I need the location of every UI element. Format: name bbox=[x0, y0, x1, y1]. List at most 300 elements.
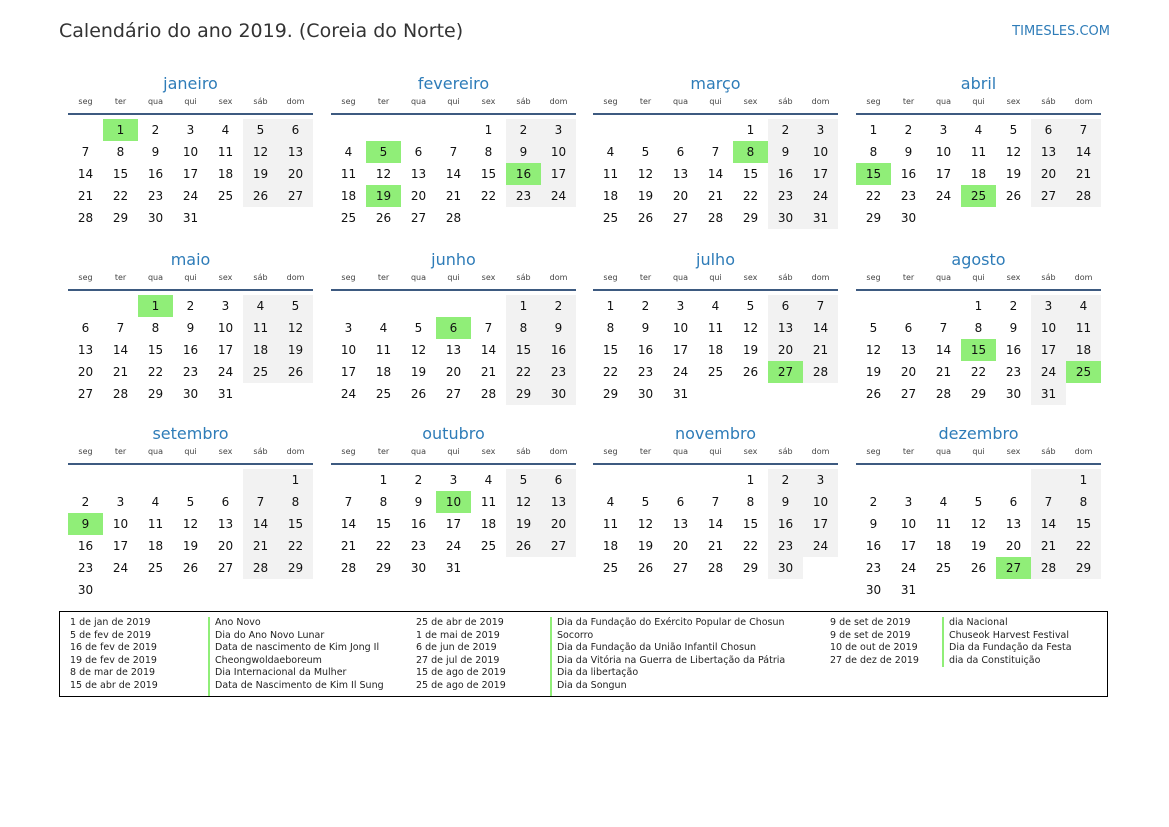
day-cell: 18 bbox=[375, 365, 392, 379]
day-blank bbox=[471, 295, 506, 317]
day-cell: 9 bbox=[506, 141, 541, 163]
day-cell: 14 bbox=[340, 517, 357, 531]
day-cell: 25 bbox=[340, 211, 357, 225]
month-title: dezembro bbox=[938, 424, 1019, 443]
day-cell: 13 bbox=[672, 517, 689, 531]
day-cell: 15 bbox=[278, 513, 313, 535]
day-cell: 15 bbox=[602, 343, 619, 357]
day-cell: 20 bbox=[77, 365, 94, 379]
day-cell: 3 bbox=[541, 119, 576, 141]
day-cell: 13 bbox=[410, 167, 427, 181]
weekday-label: qui bbox=[184, 273, 197, 282]
weekday-header bbox=[593, 95, 838, 113]
day-cell: 20 bbox=[1005, 539, 1022, 553]
day-cell: 22 bbox=[970, 365, 987, 379]
day-blank bbox=[628, 119, 663, 141]
day-cell: 31 bbox=[182, 211, 199, 225]
day-cell: 1 bbox=[484, 123, 493, 137]
day-cell: 30 bbox=[865, 583, 882, 597]
day-cell: 12 bbox=[410, 343, 427, 357]
day-cell: 7 bbox=[116, 321, 125, 335]
day-cell: 18 bbox=[480, 517, 497, 531]
day-cell: 2 bbox=[186, 299, 195, 313]
day-cell: 5 bbox=[869, 321, 878, 335]
day-cell: 1 bbox=[974, 299, 983, 313]
month-title: junho bbox=[431, 250, 476, 269]
day-cell: 26 bbox=[410, 387, 427, 401]
day-cell: 30 bbox=[768, 557, 803, 579]
day-cell: 22 bbox=[278, 535, 313, 557]
day-blank bbox=[366, 119, 401, 141]
day-cell: 24 bbox=[803, 185, 838, 207]
day-cell: 8 bbox=[869, 145, 878, 159]
legend-date: 8 de mar de 2019 bbox=[70, 667, 156, 679]
weekday-label: dom bbox=[286, 97, 305, 106]
day-cell: 4 bbox=[484, 473, 493, 487]
weekday-label: dom bbox=[1074, 273, 1093, 282]
day-cell: 4 bbox=[606, 145, 615, 159]
day-cell: 25 bbox=[217, 189, 234, 203]
day-cell: 7 bbox=[344, 495, 353, 509]
day-cell: 20 bbox=[410, 189, 427, 203]
day-cell: 29 bbox=[1066, 557, 1101, 579]
weekday-label: sáb bbox=[516, 273, 531, 282]
day-grid bbox=[593, 469, 838, 579]
day-cell: 23 bbox=[77, 561, 94, 575]
weekday-label: sáb bbox=[253, 97, 268, 106]
legend-holiday: Data de nascimento de Kim Jong Il bbox=[215, 642, 380, 654]
day-cell: 14 bbox=[935, 343, 952, 357]
day-cell: 19 bbox=[182, 539, 199, 553]
day-blank bbox=[436, 295, 471, 317]
day-cell: 17 bbox=[803, 513, 838, 535]
day-cell: 6 bbox=[541, 469, 576, 491]
day-cell: 4 bbox=[344, 145, 353, 159]
day-cell: 20 bbox=[672, 189, 689, 203]
weekday-header bbox=[68, 95, 313, 113]
day-cell: 4 bbox=[379, 321, 388, 335]
day-cell: 18 bbox=[707, 343, 724, 357]
weekday-label: sex bbox=[218, 97, 233, 106]
day-cell: 29 bbox=[112, 211, 129, 225]
legend-date: 9 de set de 2019 bbox=[830, 617, 911, 628]
weekday-label: sex bbox=[481, 97, 496, 106]
day-blank bbox=[401, 119, 436, 141]
day-grid bbox=[68, 119, 313, 229]
day-cell: 18 bbox=[602, 539, 619, 553]
legend-date: 27 de jul de 2019 bbox=[416, 654, 500, 666]
day-cell: 11 bbox=[707, 321, 724, 335]
day-cell: 4 bbox=[939, 495, 948, 509]
month-rule bbox=[856, 289, 1101, 291]
day-cell: 25 bbox=[935, 561, 952, 575]
day-cell: 11 bbox=[480, 495, 497, 509]
day-cell: 22 bbox=[112, 189, 129, 203]
day-cell: 16 bbox=[865, 539, 882, 553]
weekday-label: dom bbox=[1074, 97, 1093, 106]
day-blank bbox=[628, 469, 663, 491]
month-rule bbox=[68, 289, 313, 291]
day-cell: 3 bbox=[904, 495, 913, 509]
weekday-label: ter bbox=[639, 97, 652, 106]
month-title: outubro bbox=[422, 424, 485, 443]
weekday-label: ter bbox=[114, 447, 127, 456]
month-title: julho bbox=[696, 250, 735, 269]
weekday-label: qua bbox=[935, 273, 952, 282]
weekday-label: ter bbox=[377, 447, 390, 456]
day-cell: 18 bbox=[602, 189, 619, 203]
day-blank bbox=[103, 295, 138, 317]
day-cell: 12 bbox=[637, 517, 654, 531]
day-blank bbox=[663, 469, 698, 491]
month-title: março bbox=[690, 74, 741, 93]
day-cell: 29 bbox=[602, 387, 619, 401]
day-blank bbox=[436, 119, 471, 141]
legend-date: 25 de abr de 2019 bbox=[416, 617, 504, 628]
weekday-label: dom bbox=[549, 447, 568, 456]
day-cell: 30 bbox=[900, 211, 917, 225]
day-cell: 26 bbox=[278, 361, 313, 383]
day-cell: 31 bbox=[1031, 383, 1066, 405]
site-link[interactable]: TIMESLES.COM bbox=[1012, 24, 1110, 39]
day-cell-holiday: 15 bbox=[961, 339, 996, 361]
day-cell: 8 bbox=[506, 317, 541, 339]
day-cell: 27 bbox=[672, 211, 689, 225]
day-cell-holiday: 19 bbox=[366, 185, 401, 207]
day-cell: 16 bbox=[541, 339, 576, 361]
day-cell: 21 bbox=[340, 539, 357, 553]
month-title: setembro bbox=[152, 424, 229, 443]
day-cell: 24 bbox=[672, 365, 689, 379]
day-cell-holiday: 25 bbox=[961, 185, 996, 207]
day-blank bbox=[331, 295, 366, 317]
day-cell: 18 bbox=[243, 339, 278, 361]
day-cell: 28 bbox=[1031, 557, 1066, 579]
day-cell: 31 bbox=[900, 583, 917, 597]
day-cell: 27 bbox=[445, 387, 462, 401]
day-cell: 25 bbox=[375, 387, 392, 401]
weekday-label: dom bbox=[811, 273, 830, 282]
day-cell: 13 bbox=[217, 517, 234, 531]
day-cell: 10 bbox=[900, 517, 917, 531]
day-cell: 9 bbox=[151, 145, 160, 159]
legend-holiday: Dia da Fundação do Exército Popular de Chosun bbox=[557, 617, 785, 628]
day-cell: 24 bbox=[1031, 361, 1066, 383]
day-blank bbox=[593, 469, 628, 491]
month-novembro bbox=[593, 423, 838, 579]
day-cell-holiday: 8 bbox=[733, 141, 768, 163]
day-cell: 3 bbox=[1031, 295, 1066, 317]
day-cell: 25 bbox=[480, 539, 497, 553]
day-cell: 4 bbox=[243, 295, 278, 317]
weekday-label: dom bbox=[549, 273, 568, 282]
day-cell: 26 bbox=[182, 561, 199, 575]
legend-holiday: Dia Internacional da Mulher bbox=[215, 667, 347, 679]
day-cell: 2 bbox=[768, 469, 803, 491]
legend-names bbox=[208, 617, 384, 696]
day-cell: 2 bbox=[541, 295, 576, 317]
day-cell: 16 bbox=[77, 539, 94, 553]
day-cell: 25 bbox=[602, 211, 619, 225]
day-cell: 23 bbox=[900, 189, 917, 203]
weekday-label: ter bbox=[377, 273, 390, 282]
page-title: Calendário do ano 2019. (Coreia do Norte) bbox=[59, 20, 464, 42]
day-cell: 14 bbox=[112, 343, 129, 357]
day-cell: 29 bbox=[506, 383, 541, 405]
weekday-header bbox=[856, 445, 1101, 463]
day-cell: 3 bbox=[803, 469, 838, 491]
day-cell: 9 bbox=[541, 317, 576, 339]
day-cell: 24 bbox=[112, 561, 129, 575]
day-cell: 23 bbox=[768, 185, 803, 207]
day-cell: 16 bbox=[1005, 343, 1022, 357]
day-blank bbox=[856, 295, 891, 317]
day-cell: 3 bbox=[116, 495, 125, 509]
weekday-label: seg bbox=[603, 273, 618, 282]
day-cell-holiday: 27 bbox=[768, 361, 803, 383]
day-grid bbox=[331, 295, 576, 405]
day-cell: 27 bbox=[541, 535, 576, 557]
day-cell: 25 bbox=[707, 365, 724, 379]
legend-holiday: Dia da Fundação da União Infantil Chosun bbox=[557, 642, 757, 654]
legend-names bbox=[550, 617, 785, 696]
month-rule bbox=[593, 113, 838, 115]
day-cell-holiday: 25 bbox=[1066, 361, 1101, 383]
day-cell: 31 bbox=[217, 387, 234, 401]
day-cell: 23 bbox=[410, 539, 427, 553]
weekday-label: qua bbox=[147, 447, 164, 456]
day-cell: 11 bbox=[1066, 317, 1101, 339]
day-cell: 24 bbox=[182, 189, 199, 203]
legend-column bbox=[70, 617, 416, 696]
day-cell: 29 bbox=[147, 387, 164, 401]
legend-holiday: Dia da Songun bbox=[557, 679, 627, 691]
day-blank bbox=[173, 469, 208, 491]
legend-holiday: Data de Nascimento de Kim Il Sung bbox=[215, 679, 384, 691]
day-cell: 17 bbox=[1031, 339, 1066, 361]
weekday-label: ter bbox=[114, 273, 127, 282]
day-cell: 13 bbox=[1031, 141, 1066, 163]
weekday-label: qui bbox=[447, 447, 460, 456]
day-cell: 14 bbox=[803, 317, 838, 339]
day-cell: 17 bbox=[112, 539, 129, 553]
weekday-label: sex bbox=[481, 447, 496, 456]
day-blank bbox=[926, 295, 961, 317]
day-cell: 15 bbox=[112, 167, 129, 181]
day-cell: 10 bbox=[935, 145, 952, 159]
weekday-label: seg bbox=[866, 273, 881, 282]
day-cell: 12 bbox=[1005, 145, 1022, 159]
day-cell: 14 bbox=[707, 167, 724, 181]
day-cell: 21 bbox=[112, 365, 129, 379]
weekday-label: seg bbox=[341, 97, 356, 106]
day-cell: 29 bbox=[278, 557, 313, 579]
weekday-label: sex bbox=[1006, 273, 1021, 282]
day-cell: 27 bbox=[410, 211, 427, 225]
day-blank bbox=[366, 295, 401, 317]
month-rule bbox=[856, 113, 1101, 115]
day-cell: 22 bbox=[375, 539, 392, 553]
day-cell: 6 bbox=[768, 295, 803, 317]
weekday-header bbox=[856, 95, 1101, 113]
weekday-label: ter bbox=[639, 447, 652, 456]
day-cell: 25 bbox=[602, 561, 619, 575]
day-cell: 3 bbox=[939, 123, 948, 137]
day-blank bbox=[926, 469, 961, 491]
day-cell: 16 bbox=[637, 343, 654, 357]
day-cell: 19 bbox=[506, 513, 541, 535]
day-cell: 27 bbox=[217, 561, 234, 575]
day-blank bbox=[68, 119, 103, 141]
day-grid bbox=[593, 295, 838, 405]
day-cell: 2 bbox=[904, 123, 913, 137]
legend-date: 15 de abr de 2019 bbox=[70, 679, 158, 691]
day-blank bbox=[243, 469, 278, 491]
day-cell: 28 bbox=[480, 387, 497, 401]
month-abril bbox=[856, 73, 1101, 229]
day-cell: 2 bbox=[81, 495, 90, 509]
legend-date: 9 de set de 2019 bbox=[830, 629, 911, 641]
weekday-label: sáb bbox=[1041, 97, 1056, 106]
legend-date: 19 de fev de 2019 bbox=[70, 654, 157, 666]
day-cell: 20 bbox=[768, 339, 803, 361]
day-cell: 13 bbox=[77, 343, 94, 357]
day-cell: 17 bbox=[935, 167, 952, 181]
day-cell: 6 bbox=[278, 119, 313, 141]
day-cell: 7 bbox=[711, 145, 720, 159]
month-julho bbox=[593, 249, 838, 405]
day-cell: 28 bbox=[1066, 185, 1101, 207]
day-cell: 31 bbox=[445, 561, 462, 575]
day-grid bbox=[856, 295, 1101, 405]
weekday-label: qua bbox=[672, 447, 689, 456]
weekday-label: seg bbox=[603, 447, 618, 456]
weekday-label: qua bbox=[147, 273, 164, 282]
day-cell: 17 bbox=[900, 539, 917, 553]
day-cell: 10 bbox=[803, 491, 838, 513]
weekday-label: sáb bbox=[778, 447, 793, 456]
day-cell: 12 bbox=[182, 517, 199, 531]
day-cell: 24 bbox=[803, 535, 838, 557]
month-rule bbox=[856, 463, 1101, 465]
legend-date: 25 de ago de 2019 bbox=[416, 679, 506, 691]
day-cell: 28 bbox=[445, 211, 462, 225]
weekday-label: qua bbox=[410, 273, 427, 282]
day-blank bbox=[208, 469, 243, 491]
day-cell: 3 bbox=[344, 321, 353, 335]
day-cell: 4 bbox=[974, 123, 983, 137]
day-cell: 22 bbox=[147, 365, 164, 379]
month-rule bbox=[331, 463, 576, 465]
legend-date: 1 de mai de 2019 bbox=[416, 629, 500, 641]
day-cell: 9 bbox=[414, 495, 423, 509]
weekday-label: qui bbox=[972, 273, 985, 282]
day-cell: 23 bbox=[865, 561, 882, 575]
weekday-label: sáb bbox=[516, 447, 531, 456]
day-cell: 19 bbox=[742, 343, 759, 357]
day-cell: 26 bbox=[742, 365, 759, 379]
day-blank bbox=[401, 295, 436, 317]
day-blank bbox=[1031, 469, 1066, 491]
day-cell: 7 bbox=[1066, 119, 1101, 141]
day-cell: 12 bbox=[865, 343, 882, 357]
day-cell: 21 bbox=[480, 365, 497, 379]
day-cell: 28 bbox=[803, 361, 838, 383]
day-cell: 21 bbox=[935, 365, 952, 379]
day-cell: 31 bbox=[672, 387, 689, 401]
month-rule bbox=[68, 113, 313, 115]
day-cell-holiday: 27 bbox=[996, 557, 1031, 579]
day-cell: 6 bbox=[676, 495, 685, 509]
day-cell: 16 bbox=[410, 517, 427, 531]
month-janeiro bbox=[68, 73, 313, 229]
legend-holiday: Socorro bbox=[557, 629, 594, 641]
weekday-label: ter bbox=[639, 273, 652, 282]
legend-holiday: dia da Constituição bbox=[949, 654, 1041, 666]
weekday-label: qui bbox=[972, 97, 985, 106]
weekday-label: sáb bbox=[778, 97, 793, 106]
legend-date: 1 de jan de 2019 bbox=[70, 617, 151, 628]
legend-date: 6 de jun de 2019 bbox=[416, 642, 497, 654]
day-cell: 6 bbox=[676, 145, 685, 159]
day-cell: 2 bbox=[1009, 299, 1018, 313]
day-cell: 21 bbox=[1066, 163, 1101, 185]
weekday-header bbox=[856, 271, 1101, 289]
legend-holiday: Cheongwoldaeboreum bbox=[215, 654, 322, 666]
day-cell: 5 bbox=[414, 321, 423, 335]
day-blank bbox=[891, 469, 926, 491]
day-cell: 17 bbox=[672, 343, 689, 357]
day-cell: 21 bbox=[803, 339, 838, 361]
month-dezembro bbox=[856, 423, 1101, 601]
weekday-label: qua bbox=[672, 273, 689, 282]
weekday-label: sáb bbox=[253, 273, 268, 282]
weekday-label: sáb bbox=[1041, 273, 1056, 282]
day-cell: 27 bbox=[672, 561, 689, 575]
day-cell: 23 bbox=[1005, 365, 1022, 379]
weekday-label: qui bbox=[447, 97, 460, 106]
weekday-label: seg bbox=[341, 447, 356, 456]
day-cell-holiday: 16 bbox=[506, 163, 541, 185]
day-cell: 1 bbox=[379, 473, 388, 487]
month-title: novembro bbox=[675, 424, 756, 443]
weekday-label: seg bbox=[78, 273, 93, 282]
day-cell: 8 bbox=[746, 495, 755, 509]
day-cell: 14 bbox=[1066, 141, 1101, 163]
day-grid bbox=[68, 295, 313, 405]
day-cell: 19 bbox=[410, 365, 427, 379]
weekday-header bbox=[68, 445, 313, 463]
day-cell: 26 bbox=[970, 561, 987, 575]
day-cell: 10 bbox=[1031, 317, 1066, 339]
weekday-header bbox=[68, 271, 313, 289]
day-cell: 16 bbox=[147, 167, 164, 181]
day-cell: 29 bbox=[865, 211, 882, 225]
day-cell: 7 bbox=[1031, 491, 1066, 513]
day-cell: 22 bbox=[742, 539, 759, 553]
day-cell: 5 bbox=[746, 299, 755, 313]
day-cell: 20 bbox=[1031, 163, 1066, 185]
legend-column bbox=[830, 617, 1100, 696]
day-cell: 20 bbox=[445, 365, 462, 379]
day-cell: 14 bbox=[445, 167, 462, 181]
day-cell: 18 bbox=[217, 167, 234, 181]
day-blank bbox=[698, 119, 733, 141]
day-cell: 20 bbox=[278, 163, 313, 185]
weekday-label: dom bbox=[549, 97, 568, 106]
month-março bbox=[593, 73, 838, 229]
month-outubro bbox=[331, 423, 576, 579]
